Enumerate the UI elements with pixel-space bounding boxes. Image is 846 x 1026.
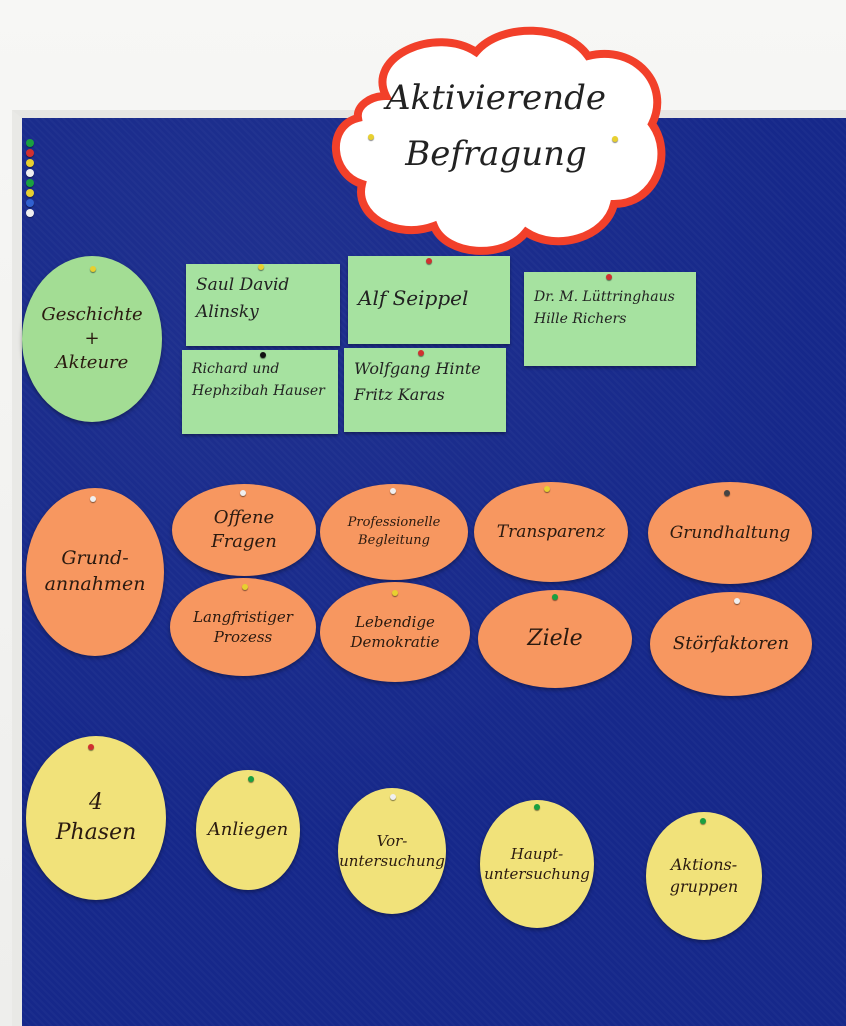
phase-oval: Aktions- gruppen: [646, 812, 762, 940]
assumption-oval: Ziele: [478, 590, 632, 688]
card-line-1: Richard und: [192, 361, 280, 377]
pushpin: [88, 744, 94, 750]
card-line-2: Hille Richers: [534, 311, 627, 328]
history-card: [348, 256, 510, 344]
pushpin: [368, 134, 374, 140]
assumption-oval: Grundhaltung: [648, 482, 812, 584]
pushpin: [612, 136, 618, 142]
pushpin: [418, 350, 424, 356]
history-card: [524, 272, 696, 366]
pushpin: [90, 266, 96, 272]
history-card: [186, 264, 340, 346]
history-label-oval: Geschichte + Akteure: [22, 256, 162, 422]
card-line-1: Saul David: [196, 275, 290, 295]
assumption-oval: Störfaktoren: [650, 592, 812, 696]
title-cloud: [326, 26, 666, 258]
pushpin: [260, 352, 266, 358]
pushpin: [90, 496, 96, 502]
card-line-1: Dr. M. Lüttringhaus: [534, 289, 675, 305]
card-line-2: Fritz Karas: [354, 384, 445, 404]
title-line-2: Befragung: [405, 134, 587, 174]
pushpin: [392, 590, 398, 596]
card-line-2: Hephzibah Hauser: [192, 383, 325, 400]
assumption-oval: Offene Fragen: [172, 484, 316, 576]
history-card: [182, 350, 338, 434]
pushpin: [240, 490, 246, 496]
pushpin: [734, 598, 740, 604]
pushpin: [390, 488, 396, 494]
phase-oval: Anliegen: [196, 770, 300, 890]
card-line-1: Wolfgang Hinte: [354, 359, 481, 378]
pushpin: [544, 486, 550, 492]
pushpin: [390, 794, 396, 800]
history-card: [344, 348, 506, 432]
assumption-oval: Lebendige Demokratie: [320, 582, 470, 682]
pushpin: [426, 258, 432, 264]
pushpin: [248, 776, 254, 782]
pushpin: [242, 584, 248, 590]
assumption-oval: Langfristiger Prozess: [170, 578, 316, 676]
pushpin: [534, 804, 540, 810]
title-line-1: Aktivierende: [385, 78, 607, 118]
assumptions-label-oval: Grund- annahmen: [26, 488, 164, 656]
card-line-2: Alinsky: [196, 302, 259, 323]
pushpin: [700, 818, 706, 824]
phase-oval: Vor- untersuchung: [338, 788, 446, 914]
card-line-1: Alf Seippel: [358, 286, 469, 310]
phases-label-oval: 4 Phasen: [26, 736, 166, 900]
pushpin: [552, 594, 558, 600]
assumption-oval: Transparenz: [474, 482, 628, 582]
pin-strip: [24, 138, 38, 219]
phase-oval: Haupt- untersuchung: [480, 800, 594, 928]
pushpin: [606, 274, 612, 280]
pushpin: [724, 490, 730, 496]
assumption-oval: Professionelle Begleitung: [320, 484, 468, 580]
pushpin: [258, 264, 264, 270]
